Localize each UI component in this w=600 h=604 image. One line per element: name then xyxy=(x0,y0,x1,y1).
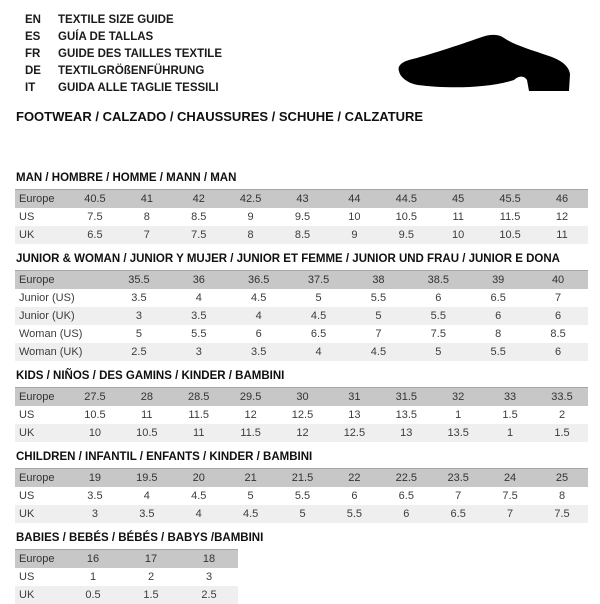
dress-shoe-icon xyxy=(394,32,580,96)
row-label: US xyxy=(19,490,35,502)
size-cell: 11.5 xyxy=(188,409,210,421)
size-cell: 36.5 xyxy=(247,274,270,286)
size-cell: 12.5 xyxy=(291,409,314,421)
size-cell: 44.5 xyxy=(395,193,417,205)
size-cell: 6 xyxy=(555,346,562,358)
size-cell: 29.5 xyxy=(239,391,262,403)
size-cell: 19.5 xyxy=(136,472,158,484)
table-row xyxy=(15,406,588,424)
size-cell: 22 xyxy=(348,472,361,484)
size-cell: 7.5 xyxy=(191,229,207,241)
size-cell: 10.5 xyxy=(395,211,417,223)
language-label: TEXTILGRÖßENFÜHRUNG xyxy=(58,65,205,77)
size-cell: 5 xyxy=(435,346,442,358)
language-row xyxy=(25,12,222,29)
size-cell: 32 xyxy=(452,391,465,403)
size-cell: 4.5 xyxy=(242,508,259,520)
size-table-section-kids xyxy=(15,370,588,442)
section-title: CHILDREN / INFANTIL / ENFANTS / KINDER / BAMBINI xyxy=(16,451,313,463)
row-label: Europe xyxy=(19,391,55,403)
size-table xyxy=(15,549,238,604)
size-table xyxy=(15,468,588,523)
size-cell: 38 xyxy=(372,274,385,286)
size-cell: 7.5 xyxy=(502,490,518,502)
size-cell: 38.5 xyxy=(427,274,450,286)
size-cell: 6 xyxy=(403,508,410,520)
size-cell: 7 xyxy=(375,328,382,340)
size-cell: 3.5 xyxy=(251,346,267,358)
size-cell: 6.5 xyxy=(87,229,103,241)
size-cell: 8 xyxy=(495,328,502,340)
language-code: EN xyxy=(25,14,41,26)
size-cell: 5.5 xyxy=(294,490,311,502)
size-cell: 5.5 xyxy=(191,328,207,340)
size-cell: 9.5 xyxy=(398,229,414,241)
size-cell: 1.5 xyxy=(143,589,159,601)
language-row xyxy=(25,29,222,46)
size-cell: 3.5 xyxy=(139,508,155,520)
table-row xyxy=(15,343,588,361)
size-cell: 12 xyxy=(555,211,569,223)
row-label: UK xyxy=(19,508,35,520)
table-row xyxy=(15,208,588,226)
size-cell: 22.5 xyxy=(395,472,417,484)
size-cell: 6 xyxy=(555,310,562,322)
size-cell: 8.5 xyxy=(550,328,566,340)
size-cell: 21.5 xyxy=(291,472,314,484)
size-cell: 1 xyxy=(455,409,462,421)
size-cell: 39 xyxy=(492,274,505,286)
size-cell: 7.5 xyxy=(430,328,446,340)
size-cell: 5 xyxy=(247,490,254,502)
row-label: Europe xyxy=(19,472,55,484)
size-cell: 35.5 xyxy=(128,274,150,286)
size-cell: 1.5 xyxy=(554,427,570,439)
size-cell: 27.5 xyxy=(84,391,106,403)
table-row xyxy=(15,424,588,442)
size-cell: 4.5 xyxy=(310,310,327,322)
size-cell: 1 xyxy=(507,427,514,439)
section-title: KIDS / NIÑOS / DES GAMINS / KINDER / BAMBINI xyxy=(16,370,285,382)
language-label: GUIDA ALLE TAGLIE TESSILI xyxy=(58,82,219,94)
size-cell: 21 xyxy=(244,472,257,484)
size-table xyxy=(15,387,588,442)
size-cell: 3.5 xyxy=(131,292,147,304)
size-cell: 33 xyxy=(503,391,517,403)
row-label: US xyxy=(19,409,35,421)
size-cell: 20 xyxy=(192,472,205,484)
row-label: Junior (UK) xyxy=(19,310,75,322)
size-cell: 2 xyxy=(147,571,155,583)
table-row xyxy=(15,325,588,343)
size-cell: 37.5 xyxy=(307,274,330,286)
size-cell: 0.5 xyxy=(85,589,101,601)
size-cell: 5 xyxy=(135,328,142,340)
size-cell: 4.5 xyxy=(370,346,387,358)
table-row xyxy=(15,505,588,523)
size-cell: 36 xyxy=(192,274,205,286)
table-row xyxy=(15,586,238,604)
size-cell: 16 xyxy=(86,553,100,565)
size-cell: 18 xyxy=(202,553,216,565)
size-cell: 12.5 xyxy=(343,427,366,439)
size-cell: 6 xyxy=(255,328,262,340)
size-cell: 4 xyxy=(195,292,202,304)
size-cell: 8 xyxy=(247,229,254,241)
size-cell: 11 xyxy=(556,229,568,241)
table-row xyxy=(15,307,588,325)
size-cell: 7 xyxy=(143,229,150,241)
size-cell: 11 xyxy=(452,211,464,223)
section-title: JUNIOR & WOMAN / JUNIOR Y MUJER / JUNIOR ET FEMME / JUNIOR UND FRAU / JUNIOR E DONA xyxy=(16,253,560,265)
size-table-section-man xyxy=(15,172,588,244)
size-cell: 6.5 xyxy=(450,508,466,520)
size-cell: 23.5 xyxy=(447,472,469,484)
size-cell: 6.5 xyxy=(398,490,414,502)
size-cell: 10.5 xyxy=(84,409,106,421)
size-cell: 13.5 xyxy=(447,427,469,439)
size-cell: 3 xyxy=(135,310,142,322)
table-row xyxy=(15,568,238,586)
row-label: Woman (US) xyxy=(19,328,83,340)
size-table-section-junior-woman xyxy=(15,253,588,361)
size-cell: 5 xyxy=(299,508,306,520)
size-cell: 1 xyxy=(89,571,97,583)
size-cell: 9 xyxy=(351,229,358,241)
row-label: UK xyxy=(19,427,35,439)
size-cell: 13.5 xyxy=(395,409,417,421)
size-cell: 4 xyxy=(195,508,202,520)
size-cell: 41 xyxy=(140,193,153,205)
size-cell: 4 xyxy=(315,346,322,358)
size-cell: 5 xyxy=(375,310,382,322)
language-row xyxy=(25,63,222,80)
size-cell: 46 xyxy=(555,193,569,205)
size-cell: 7.5 xyxy=(554,508,570,520)
size-cell: 1.5 xyxy=(502,409,518,421)
size-cell: 3.5 xyxy=(87,490,103,502)
size-cell: 12 xyxy=(296,427,309,439)
size-table-section-children xyxy=(15,451,588,523)
size-cell: 7.5 xyxy=(87,211,103,223)
row-label: UK xyxy=(19,229,35,241)
size-cell: 10.5 xyxy=(499,229,521,241)
size-cell: 6 xyxy=(435,292,442,304)
language-label: TEXTILE SIZE GUIDE xyxy=(58,14,174,26)
row-label: Junior (US) xyxy=(19,292,75,304)
size-cell: 2.5 xyxy=(131,346,147,358)
size-cell: 3 xyxy=(205,571,213,583)
row-label: UK xyxy=(19,589,35,601)
size-cell: 9.5 xyxy=(294,211,311,223)
row-label: Europe xyxy=(19,553,55,565)
size-table xyxy=(15,189,588,244)
size-cell: 3 xyxy=(91,508,98,520)
size-cell: 10.5 xyxy=(136,427,158,439)
size-cell: 11 xyxy=(141,409,153,421)
size-cell: 31 xyxy=(348,391,361,403)
size-cell: 6.5 xyxy=(490,292,506,304)
size-cell: 11.5 xyxy=(499,211,521,223)
size-cell: 45.5 xyxy=(499,193,521,205)
size-cell: 7 xyxy=(455,490,462,502)
size-cell: 24 xyxy=(503,472,517,484)
size-cell: 13 xyxy=(348,409,361,421)
size-cell: 45 xyxy=(452,193,465,205)
size-cell: 40 xyxy=(551,274,565,286)
size-cell: 10 xyxy=(88,427,102,439)
size-cell: 4 xyxy=(143,490,150,502)
category-title: FOOTWEAR / CALZADO / CHAUSSURES / SCHUHE / CALZATURE xyxy=(16,109,424,124)
language-code: ES xyxy=(25,31,41,43)
row-label: US xyxy=(19,211,35,223)
size-cell: 5.5 xyxy=(490,346,506,358)
size-cell: 3.5 xyxy=(191,310,207,322)
size-cell: 12 xyxy=(244,409,257,421)
table-row xyxy=(15,469,588,488)
size-cell: 2 xyxy=(558,409,566,421)
size-cell: 7 xyxy=(555,292,562,304)
size-cell: 42 xyxy=(192,193,205,205)
row-label: Europe xyxy=(19,274,55,286)
table-row xyxy=(15,271,588,290)
language-label: GUÍA DE TALLAS xyxy=(58,31,154,43)
size-table xyxy=(15,270,588,361)
table-row xyxy=(15,388,588,407)
size-tables xyxy=(15,163,588,604)
size-cell: 6 xyxy=(495,310,502,322)
size-cell: 4.5 xyxy=(251,292,267,304)
table-row xyxy=(15,487,588,505)
section-title: MAN / HOMBRE / HOMME / MANN / MAN xyxy=(16,172,237,184)
size-cell: 30 xyxy=(296,391,309,403)
size-cell: 10 xyxy=(348,211,361,223)
size-cell: 5.5 xyxy=(430,310,446,322)
language-row xyxy=(25,46,222,63)
size-cell: 40.5 xyxy=(84,193,106,205)
table-row xyxy=(15,550,238,569)
size-cell: 8.5 xyxy=(191,211,207,223)
size-cell: 5.5 xyxy=(346,508,363,520)
size-cell: 44 xyxy=(348,193,361,205)
table-row xyxy=(15,289,588,307)
size-cell: 8 xyxy=(143,211,150,223)
size-cell: 43 xyxy=(296,193,309,205)
size-cell: 13 xyxy=(400,427,413,439)
size-cell: 6 xyxy=(351,490,358,502)
size-cell: 17 xyxy=(144,553,158,565)
size-cell: 2.5 xyxy=(201,589,217,601)
size-cell: 3 xyxy=(195,346,202,358)
size-cell: 11.5 xyxy=(240,427,261,439)
size-cell: 4 xyxy=(255,310,262,322)
size-cell: 5 xyxy=(315,292,322,304)
row-label: Woman (UK) xyxy=(19,346,83,358)
size-cell: 6.5 xyxy=(310,328,327,340)
language-row xyxy=(25,80,222,97)
size-cell: 8.5 xyxy=(294,229,311,241)
language-list xyxy=(25,12,222,97)
size-cell: 5.5 xyxy=(370,292,387,304)
language-label: GUIDE DES TAILLES TEXTILE xyxy=(58,48,222,60)
size-cell: 11 xyxy=(193,427,205,439)
size-cell: 33.5 xyxy=(551,391,573,403)
size-cell: 25 xyxy=(555,472,569,484)
size-cell: 9 xyxy=(247,211,254,223)
size-cell: 42.5 xyxy=(239,193,262,205)
size-cell: 19 xyxy=(88,472,102,484)
size-cell: 4.5 xyxy=(191,490,207,502)
size-table-section-babies xyxy=(15,532,588,604)
language-code: FR xyxy=(25,48,41,60)
table-row xyxy=(15,226,588,244)
language-code: DE xyxy=(25,65,41,77)
table-row xyxy=(15,190,588,209)
size-cell: 31.5 xyxy=(395,391,417,403)
size-cell: 7 xyxy=(507,508,514,520)
row-label: US xyxy=(19,571,35,583)
size-cell: 8 xyxy=(558,490,566,502)
section-title: BABIES / BEBÉS / BÉBÉS / BABYS /BAMBINI xyxy=(16,532,264,544)
row-label: Europe xyxy=(19,193,55,205)
size-cell: 10 xyxy=(452,229,465,241)
size-cell: 28 xyxy=(140,391,153,403)
language-code: IT xyxy=(25,82,36,94)
size-cell: 28.5 xyxy=(188,391,210,403)
